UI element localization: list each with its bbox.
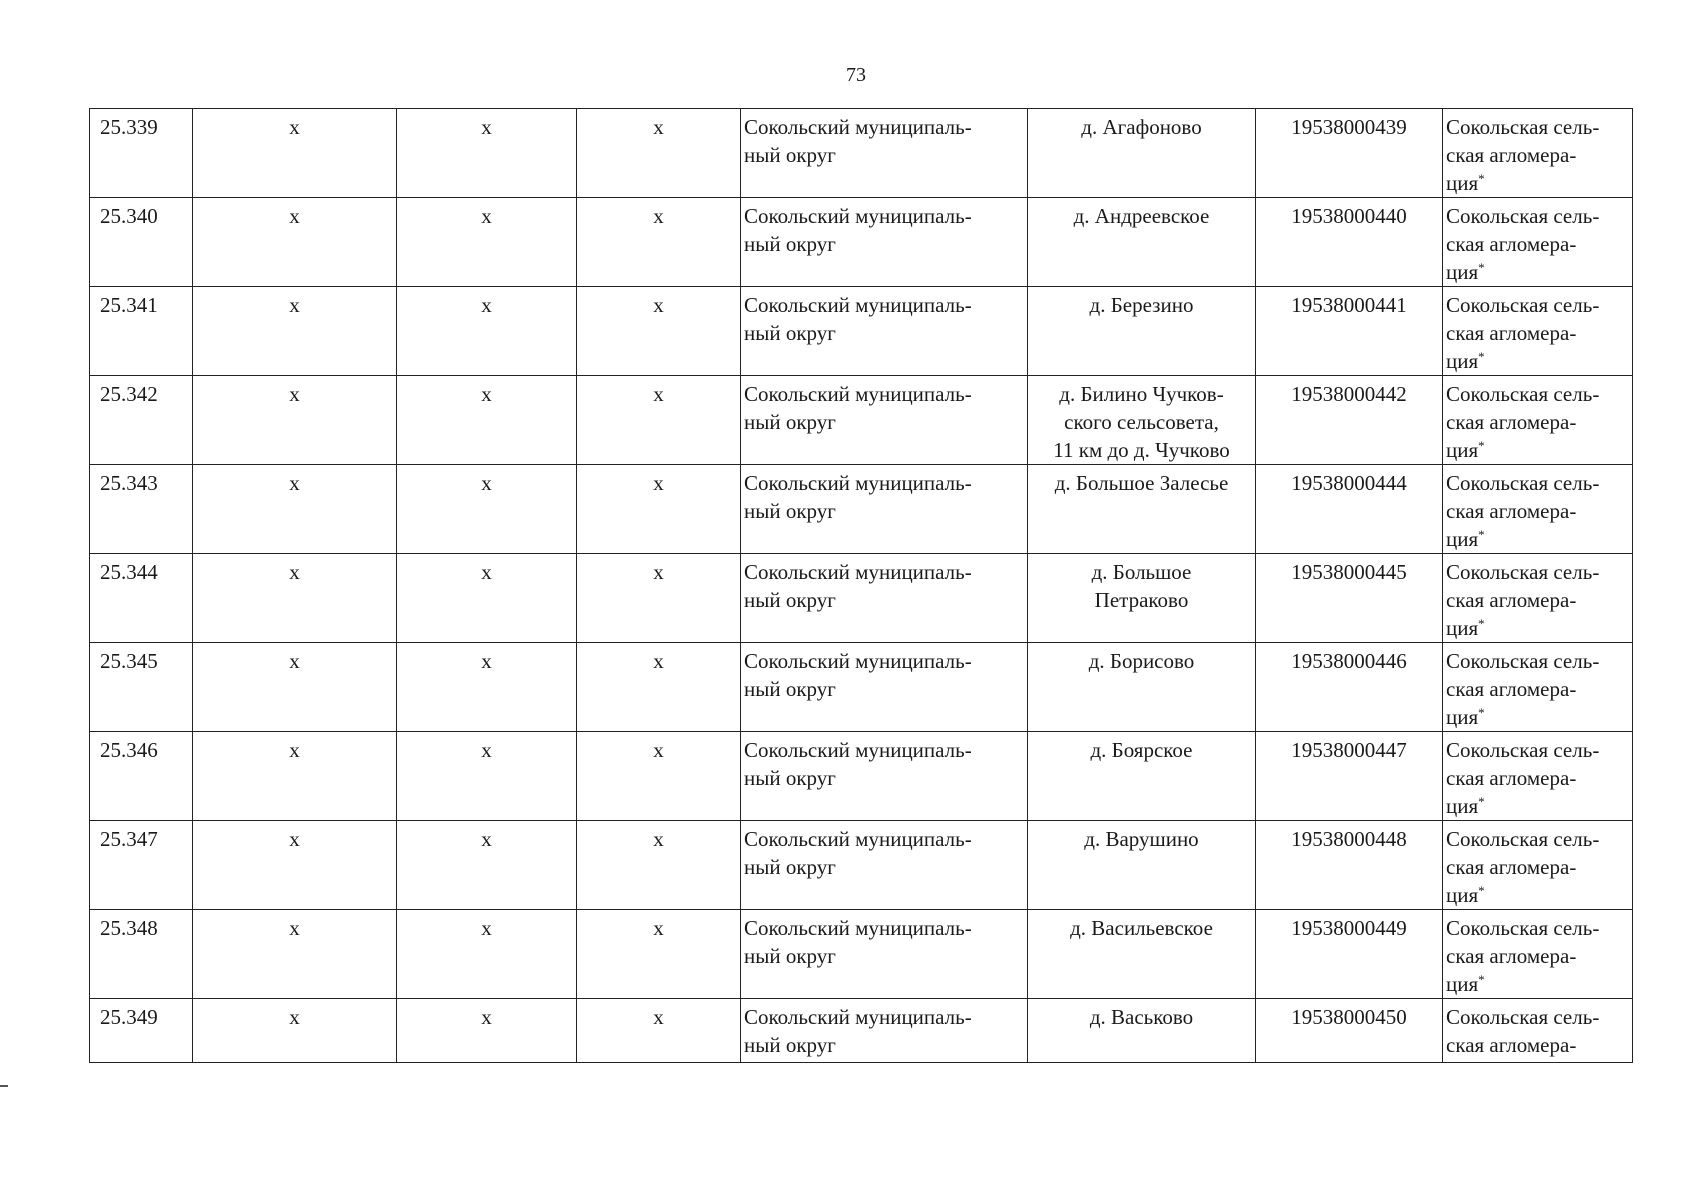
- x-cell: x: [397, 910, 577, 999]
- municipality-cell-line: [744, 764, 1024, 792]
- locality-cell-text: Петраково: [1094, 588, 1189, 612]
- municipality-cell-line: [744, 202, 1024, 230]
- table-row: [90, 465, 1633, 554]
- x-cell: x: [193, 910, 397, 999]
- agglomeration-cell: [1443, 821, 1633, 910]
- agglomeration-cell-line: [1446, 675, 1629, 703]
- municipality-cell-line: [744, 558, 1024, 586]
- agglomeration-cell-line: [1446, 558, 1629, 586]
- agglomeration-cell: [1443, 376, 1633, 465]
- footnote-marker: *: [1478, 972, 1485, 987]
- footnote-marker: *: [1478, 705, 1485, 720]
- code-cell: 19538000445: [1256, 554, 1443, 643]
- municipality-cell-text: ный округ: [744, 232, 836, 256]
- agglomeration-cell-line: [1446, 825, 1629, 853]
- x-cell: x: [577, 910, 741, 999]
- row-number-cell: 25.347: [90, 821, 193, 910]
- agglomeration-cell-line: [1446, 230, 1629, 258]
- agglomeration-cell-text: ская агломера-: [1446, 232, 1577, 256]
- municipality-cell-line: [744, 647, 1024, 675]
- municipality-cell-text: ный округ: [744, 1033, 836, 1057]
- x-cell: x: [193, 821, 397, 910]
- agglomeration-cell-text: ция: [1446, 616, 1479, 640]
- locality-cell: [1028, 643, 1256, 732]
- locality-cell-text: д. Билино Чучков-: [1059, 382, 1224, 406]
- locality-cell-text: д. Агафоново: [1081, 115, 1202, 139]
- agglomeration-cell-text: ция: [1446, 794, 1479, 818]
- locality-cell-line: [1031, 113, 1252, 141]
- locality-cell: [1028, 999, 1256, 1063]
- x-cell: x: [397, 465, 577, 554]
- x-cell: x: [193, 109, 397, 198]
- agglomeration-cell-line: [1446, 141, 1629, 169]
- agglomeration-cell-text: ская агломера-: [1446, 944, 1577, 968]
- municipality-cell-line: [744, 586, 1024, 614]
- agglomeration-cell-text: Сокольская сель-: [1446, 560, 1600, 584]
- locality-cell-text: д. Андреевское: [1073, 204, 1210, 228]
- locality-cell: [1028, 910, 1256, 999]
- agglomeration-cell-line: [1446, 881, 1629, 909]
- locality-cell-line: [1031, 825, 1252, 853]
- table-row: [90, 376, 1633, 465]
- agglomeration-cell-line: [1446, 764, 1629, 792]
- footnote-marker: *: [1478, 794, 1485, 809]
- x-cell: x: [193, 287, 397, 376]
- locality-cell: [1028, 198, 1256, 287]
- agglomeration-cell-line: [1446, 736, 1629, 764]
- locality-cell-line: [1031, 586, 1252, 614]
- agglomeration-cell: [1443, 732, 1633, 821]
- code-cell: 19538000449: [1256, 910, 1443, 999]
- locality-cell-text: д. Васильевское: [1070, 916, 1213, 940]
- footnote-marker: *: [1478, 883, 1485, 898]
- table-row: [90, 198, 1633, 287]
- locality-cell-text: д. Березино: [1089, 293, 1194, 317]
- municipality-cell-line: [744, 141, 1024, 169]
- locality-cell: [1028, 465, 1256, 554]
- locality-cell-text: д. Васьково: [1089, 1005, 1194, 1029]
- agglomeration-cell-text: ская агломера-: [1446, 855, 1577, 879]
- agglomeration-cell-line: [1446, 319, 1629, 347]
- agglomeration-cell-line: [1446, 942, 1629, 970]
- municipality-cell: [741, 287, 1028, 376]
- municipality-cell-text: ный округ: [744, 499, 836, 523]
- agglomeration-cell-line: [1446, 970, 1629, 998]
- agglomeration-cell-line: [1446, 291, 1629, 319]
- agglomeration-cell-text: ская агломера-: [1446, 499, 1577, 523]
- locality-cell-text: ского сельсовета,: [1064, 410, 1219, 434]
- x-cell: x: [577, 821, 741, 910]
- row-number-cell: 25.346: [90, 732, 193, 821]
- code-cell: 19538000440: [1256, 198, 1443, 287]
- agglomeration-cell: [1443, 554, 1633, 643]
- municipality-cell-text: Сокольский муниципаль-: [744, 382, 972, 406]
- x-cell: x: [577, 109, 741, 198]
- municipality-cell-text: ный округ: [744, 410, 836, 434]
- footnote-marker: *: [1478, 438, 1485, 453]
- x-cell: x: [397, 287, 577, 376]
- agglomeration-cell-text: ция: [1446, 171, 1479, 195]
- footnote-marker: *: [1478, 171, 1485, 186]
- municipality-cell-line: [744, 1031, 1024, 1059]
- agglomeration-cell: [1443, 910, 1633, 999]
- municipality-cell-text: Сокольский муниципаль-: [744, 293, 972, 317]
- agglomeration-cell-text: ская агломера-: [1446, 588, 1577, 612]
- agglomeration-cell-line: [1446, 436, 1629, 464]
- locality-cell-line: [1031, 558, 1252, 586]
- locality-cell-line: [1031, 469, 1252, 497]
- locality-cell: [1028, 732, 1256, 821]
- row-number-cell: 25.348: [90, 910, 193, 999]
- locality-cell-line: [1031, 436, 1252, 464]
- municipality-cell: [741, 554, 1028, 643]
- x-cell: x: [193, 732, 397, 821]
- row-number-cell: 25.341: [90, 287, 193, 376]
- row-number-cell: 25.344: [90, 554, 193, 643]
- municipality-cell-line: [744, 825, 1024, 853]
- footnote-marker: *: [1478, 260, 1485, 275]
- code-cell: 19538000450: [1256, 999, 1443, 1063]
- municipality-cell-line: [744, 853, 1024, 881]
- x-cell: x: [577, 999, 741, 1063]
- agglomeration-cell-line: [1446, 1003, 1629, 1031]
- x-cell: x: [193, 999, 397, 1063]
- municipality-cell-text: Сокольский муниципаль-: [744, 738, 972, 762]
- agglomeration-cell-text: ская агломера-: [1446, 143, 1577, 167]
- agglomeration-cell-text: Сокольская сель-: [1446, 1005, 1600, 1029]
- x-cell: x: [193, 465, 397, 554]
- municipality-cell-line: [744, 497, 1024, 525]
- municipality-cell-text: Сокольский муниципаль-: [744, 115, 972, 139]
- locality-cell-line: [1031, 1003, 1252, 1031]
- agglomeration-cell-line: [1446, 614, 1629, 642]
- municipality-cell-line: [744, 736, 1024, 764]
- x-cell: x: [577, 287, 741, 376]
- x-cell: x: [577, 465, 741, 554]
- locality-cell-text: 11 км до д. Чучково: [1053, 438, 1230, 462]
- x-cell: x: [397, 643, 577, 732]
- municipality-cell-line: [744, 942, 1024, 970]
- x-cell: x: [397, 821, 577, 910]
- agglomeration-cell-line: [1446, 202, 1629, 230]
- agglomeration-cell-line: [1446, 169, 1629, 197]
- municipality-cell-text: ный округ: [744, 143, 836, 167]
- municipality-cell-text: Сокольский муниципаль-: [744, 204, 972, 228]
- table-body: [90, 109, 1633, 1063]
- municipality-cell: [741, 465, 1028, 554]
- municipality-cell: [741, 821, 1028, 910]
- x-cell: x: [577, 198, 741, 287]
- agglomeration-cell: [1443, 465, 1633, 554]
- locality-cell-line: [1031, 291, 1252, 319]
- table-row: [90, 821, 1633, 910]
- x-cell: x: [193, 198, 397, 287]
- agglomeration-cell-line: [1446, 647, 1629, 675]
- locality-cell: [1028, 287, 1256, 376]
- agglomeration-cell-line: [1446, 113, 1629, 141]
- x-cell: x: [397, 109, 577, 198]
- municipality-cell-line: [744, 914, 1024, 942]
- row-number-cell: 25.343: [90, 465, 193, 554]
- agglomeration-cell-line: [1446, 703, 1629, 731]
- x-cell: x: [193, 643, 397, 732]
- agglomeration-cell-text: Сокольская сель-: [1446, 471, 1600, 495]
- agglomeration-cell-text: ция: [1446, 705, 1479, 729]
- agglomeration-cell-text: Сокольская сель-: [1446, 293, 1600, 317]
- agglomeration-cell-text: Сокольская сель-: [1446, 738, 1600, 762]
- agglomeration-cell-text: ская агломера-: [1446, 321, 1577, 345]
- agglomeration-cell-text: Сокольская сель-: [1446, 382, 1600, 406]
- x-cell: x: [577, 376, 741, 465]
- agglomeration-cell-text: ция: [1446, 260, 1479, 284]
- footnote-marker: *: [1478, 616, 1485, 631]
- agglomeration-cell-line: [1446, 792, 1629, 820]
- agglomeration-cell-text: ция: [1446, 349, 1479, 373]
- municipality-cell: [741, 999, 1028, 1063]
- x-cell: x: [397, 198, 577, 287]
- row-number-cell: 25.349: [90, 999, 193, 1063]
- agglomeration-cell: [1443, 643, 1633, 732]
- agglomeration-cell-line: [1446, 497, 1629, 525]
- row-number-cell: 25.339: [90, 109, 193, 198]
- municipality-cell-line: [744, 113, 1024, 141]
- agglomeration-cell-text: ская агломера-: [1446, 766, 1577, 790]
- x-cell: x: [577, 554, 741, 643]
- municipality-cell-text: ный округ: [744, 855, 836, 879]
- settlements-table: [89, 108, 1633, 1063]
- municipality-cell-text: ный округ: [744, 944, 836, 968]
- municipality-cell-line: [744, 380, 1024, 408]
- locality-cell-line: [1031, 202, 1252, 230]
- code-cell: 19538000444: [1256, 465, 1443, 554]
- locality-cell: [1028, 821, 1256, 910]
- agglomeration-cell-line: [1446, 1031, 1629, 1059]
- municipality-cell-text: ный округ: [744, 321, 836, 345]
- agglomeration-cell-line: [1446, 586, 1629, 614]
- agglomeration-cell-text: ская агломера-: [1446, 410, 1577, 434]
- code-cell: 19538000439: [1256, 109, 1443, 198]
- municipality-cell: [741, 732, 1028, 821]
- agglomeration-cell-line: [1446, 525, 1629, 553]
- row-number-cell: 25.340: [90, 198, 193, 287]
- row-number-cell: 25.342: [90, 376, 193, 465]
- footnote-marker: *: [1478, 527, 1485, 542]
- agglomeration-cell: [1443, 999, 1633, 1063]
- locality-cell-text: д. Боярское: [1090, 738, 1193, 762]
- code-cell: 19538000448: [1256, 821, 1443, 910]
- municipality-cell-text: ный округ: [744, 588, 836, 612]
- agglomeration-cell-text: ция: [1446, 883, 1479, 907]
- municipality-cell-text: ный округ: [744, 766, 836, 790]
- code-cell: 19538000446: [1256, 643, 1443, 732]
- agglomeration-cell-text: Сокольская сель-: [1446, 115, 1600, 139]
- municipality-cell-text: Сокольский муниципаль-: [744, 560, 972, 584]
- table-row: [90, 732, 1633, 821]
- locality-cell: [1028, 376, 1256, 465]
- table-row: [90, 109, 1633, 198]
- locality-cell: [1028, 109, 1256, 198]
- municipality-cell: [741, 910, 1028, 999]
- agglomeration-cell-line: [1446, 258, 1629, 286]
- margin-mark: [0, 1085, 8, 1087]
- municipality-cell-text: Сокольский муниципаль-: [744, 1005, 972, 1029]
- municipality-cell-text: ный округ: [744, 677, 836, 701]
- municipality-cell-text: Сокольский муниципаль-: [744, 649, 972, 673]
- locality-cell-line: [1031, 736, 1252, 764]
- locality-cell-text: д. Варушино: [1084, 827, 1199, 851]
- row-number-cell: 25.345: [90, 643, 193, 732]
- x-cell: x: [397, 376, 577, 465]
- agglomeration-cell-text: Сокольская сель-: [1446, 204, 1600, 228]
- page-number: 73: [846, 64, 866, 86]
- municipality-cell: [741, 109, 1028, 198]
- x-cell: x: [193, 554, 397, 643]
- municipality-cell-line: [744, 675, 1024, 703]
- agglomeration-cell-text: ская агломера-: [1446, 677, 1577, 701]
- municipality-cell: [741, 643, 1028, 732]
- table-row: [90, 287, 1633, 376]
- locality-cell-line: [1031, 408, 1252, 436]
- agglomeration-cell-line: [1446, 914, 1629, 942]
- municipality-cell: [741, 198, 1028, 287]
- locality-cell: [1028, 554, 1256, 643]
- locality-cell-line: [1031, 647, 1252, 675]
- locality-cell-text: д. Борисово: [1088, 649, 1195, 673]
- code-cell: 19538000441: [1256, 287, 1443, 376]
- x-cell: x: [577, 732, 741, 821]
- agglomeration-cell-text: Сокольская сель-: [1446, 827, 1600, 851]
- table-row: [90, 554, 1633, 643]
- municipality-cell-line: [744, 469, 1024, 497]
- agglomeration-cell-line: [1446, 853, 1629, 881]
- agglomeration-cell-text: Сокольская сель-: [1446, 916, 1600, 940]
- locality-cell-text: д. Большое: [1091, 560, 1192, 584]
- municipality-cell-line: [744, 291, 1024, 319]
- municipality-cell-text: Сокольский муниципаль-: [744, 827, 972, 851]
- municipality-cell-line: [744, 230, 1024, 258]
- agglomeration-cell-text: ция: [1446, 527, 1479, 551]
- x-cell: x: [397, 732, 577, 821]
- x-cell: x: [193, 376, 397, 465]
- x-cell: x: [577, 643, 741, 732]
- agglomeration-cell-text: ция: [1446, 972, 1479, 996]
- municipality-cell-text: Сокольский муниципаль-: [744, 916, 972, 940]
- x-cell: x: [397, 999, 577, 1063]
- agglomeration-cell-line: [1446, 380, 1629, 408]
- code-cell: 19538000442: [1256, 376, 1443, 465]
- agglomeration-cell: [1443, 109, 1633, 198]
- locality-cell-text: д. Большое Залесье: [1054, 471, 1229, 495]
- footnote-marker: *: [1478, 349, 1485, 364]
- agglomeration-cell-line: [1446, 469, 1629, 497]
- agglomeration-cell: [1443, 198, 1633, 287]
- locality-cell-line: [1031, 380, 1252, 408]
- table-row: [90, 910, 1633, 999]
- municipality-cell-line: [744, 408, 1024, 436]
- agglomeration-cell-text: ская агломера-: [1446, 1033, 1577, 1057]
- agglomeration-cell-text: Сокольская сель-: [1446, 649, 1600, 673]
- table-row: [90, 999, 1633, 1063]
- municipality-cell-line: [744, 319, 1024, 347]
- municipality-cell: [741, 376, 1028, 465]
- agglomeration-cell-line: [1446, 347, 1629, 375]
- agglomeration-cell-line: [1446, 408, 1629, 436]
- table-row: [90, 643, 1633, 732]
- code-cell: 19538000447: [1256, 732, 1443, 821]
- agglomeration-cell-text: ция: [1446, 438, 1479, 462]
- locality-cell-line: [1031, 914, 1252, 942]
- agglomeration-cell: [1443, 287, 1633, 376]
- municipality-cell-line: [744, 1003, 1024, 1031]
- municipality-cell-text: Сокольский муниципаль-: [744, 471, 972, 495]
- x-cell: x: [397, 554, 577, 643]
